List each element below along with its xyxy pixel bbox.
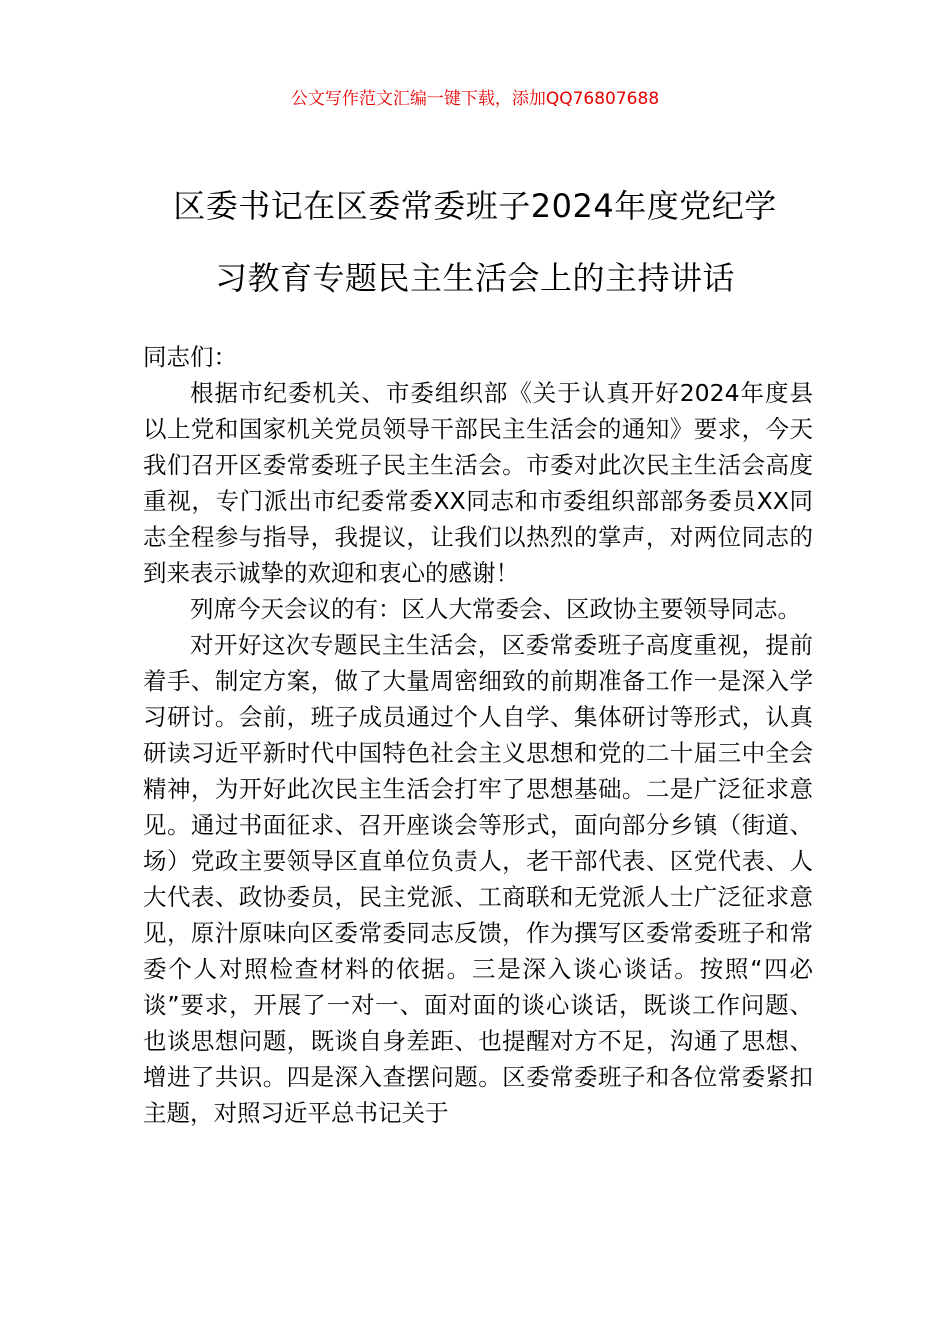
paragraph: 根据市纪委机关、市委组织部《关于认真开好2024年度县以上党和国家机关党员领导干部民主生活会的通知》要求，今天我们召开区委常委班子民主生活会。市委对此次民主生活会高度重视，专门派出市纪委常委XX同志和市委组织部部务委员XX同志全程参与指导，我提议，让我们以热烈的掌声，对两位同志的到来表示诚挚的欢迎和衷心的感谢！ xyxy=(143,379,813,587)
salutation: 同志们： xyxy=(143,343,237,371)
document-body xyxy=(143,339,813,1131)
document-title xyxy=(100,170,850,314)
paragraph: 对开好这次专题民主生活会，区委常委班子高度重视，提前着手、制定方案，做了大量周密细致的前期准备工作一是深入学习研讨。会前，班子成员通过个人自学、集体研讨等形式，认真研读习近平新时代中国特色社会主义思想和党的二十届三中全会精神，为开好此次民主生活会打牢了思想基础。二是广泛征求意见。通过书面征求、召开座谈会等形式，面向部分乡镇（街道、场）党政主要领导区直单位负责人，老干部代表、区党代表、人大代表、政协委员，民主党派、工商联和无党派人士广泛征求意见，原汁原味向区委常委同志反馈，作为撰写区委常委班子和常委个人对照检查材料的依据。三是深入谈心谈话。按照“四必谈”要求，开展了一对一、面对面的谈心谈话，既谈工作问题、也谈思想问题，既谈自身差距、也提醒对方不足，沟通了思想、增进了共识。四是深入查摆问题。区委常委班子和各位常委紧扣主题，对照习近平总书记关于 xyxy=(143,631,813,1127)
title-line-1: 区委书记在区委常委班子2024年度党纪学 xyxy=(173,187,777,225)
download-notice: 公文写作范文汇编一键下载，添加QQ76807688 xyxy=(290,89,660,109)
paragraph: 列席今天会议的有：区人大常委会、区政协主要领导同志。 xyxy=(190,595,801,623)
title-line-2: 习教育专题民主生活会上的主持讲话 xyxy=(214,259,735,297)
